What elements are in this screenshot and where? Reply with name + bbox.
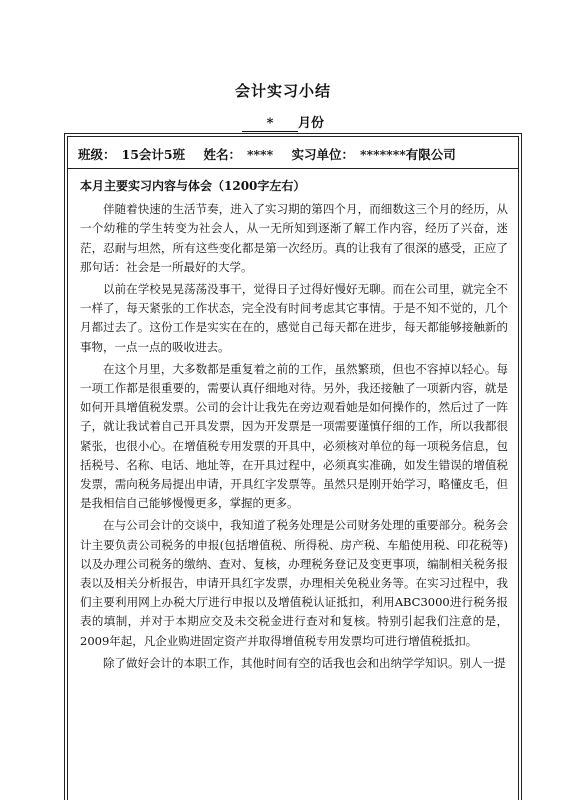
report-table — [67, 136, 519, 800]
class-value: 15会计5班 — [121, 147, 186, 162]
month-value: * — [242, 117, 298, 132]
class-label: 班级： — [78, 147, 116, 162]
section-heading: 本月主要实习内容与体会（1200字左右） — [80, 179, 306, 193]
month-line — [0, 112, 566, 132]
document-title: 会计实习小结 — [234, 82, 331, 100]
paragraph: 在这个月里，大多数都是重复着之前的工作，虽然繁琐，但也不容掉以轻心。每一项工作都是很重要的，需要认真仔细地对待。另外，我还接触了一项新内容，就是如何开具增值税发票。公司的会计让我先在旁边观看她是如何操作的，然后过了一阵子，就让我试着自己开具发票，因为开发票是一项需要谨慎仔细的工作，所以我都很紧张，也很小心。在增值税专用发票的开具中，必须核对单位的每一项税务信息，包括税号、名称、电话、地址等，在开具过程中，必须真实准确，如发生错误的增值税发票，需向税务局提出申请，开具红字发票等。虽然只是刚开始学习，略懂皮毛，但是我相信自己能够慢慢更多，掌握的更多。 — [80, 361, 508, 511]
paragraph: 以前在学校晃晃荡荡没事干，觉得日子过得好慢好无聊。而在公司里，就完全不一样了，每天紧张的工作状态，完全没有时间考虑其它事情。于是不知不觉的，几个月都过去了。这份工作是实实在在的，感觉自己每天都在进步，每天都能够接触新的事物，一点一点的吸收进去。 — [80, 282, 508, 354]
content-area — [80, 177, 508, 676]
name-label: 姓名： — [203, 147, 241, 162]
paragraph: 伴随着快速的生活节奏，进入了实习期的第四个月，而细数这三个月的经历，从一个幼稚的学生转变为社会人，从一无所知到逐渐了解工作内容，经历了兴奋，迷茫，忍耐与坦然，所有这些变化都是第一次经历。真的让我有了很深的感受，正应了那句话：社会是一所最好的大学。 — [80, 202, 508, 274]
unit-label: 实习单位： — [291, 147, 355, 162]
name-value: **** — [246, 147, 274, 162]
info-row — [68, 137, 518, 169]
paragraph: 除了做好会计的本职工作，其他时间有空的话我也会和出纳学学知识。别人一提 — [103, 655, 506, 670]
month-suffix: 月份 — [297, 116, 324, 131]
paragraph: 在与公司会计的交谈中，我知道了税务处理是公司财务处理的重要部分。税务会计主要负责公司税务的申报(包括增值税、所得税、房产税、车船使用税、印花税等)以及办理公司税务的缴纳、查对、复核，办理税务登记及变更事项，编制相关税务报表以及相关分析报告，申请开具红字发票，办理相关免税业务等。在实习过程中，我们主要利用网上办税大厅进行申报以及增值税认证抵扣，利用ABC3000进行税务报表的填制，并对于本期应交及未交税金进行查对和复核。特别引起我们注意的是，2009年起，凡企业购进固定资产并取得增值税专用发票均可进行增值税抵扣。 — [80, 518, 508, 648]
unit-value: *******有限公司 — [360, 147, 456, 162]
